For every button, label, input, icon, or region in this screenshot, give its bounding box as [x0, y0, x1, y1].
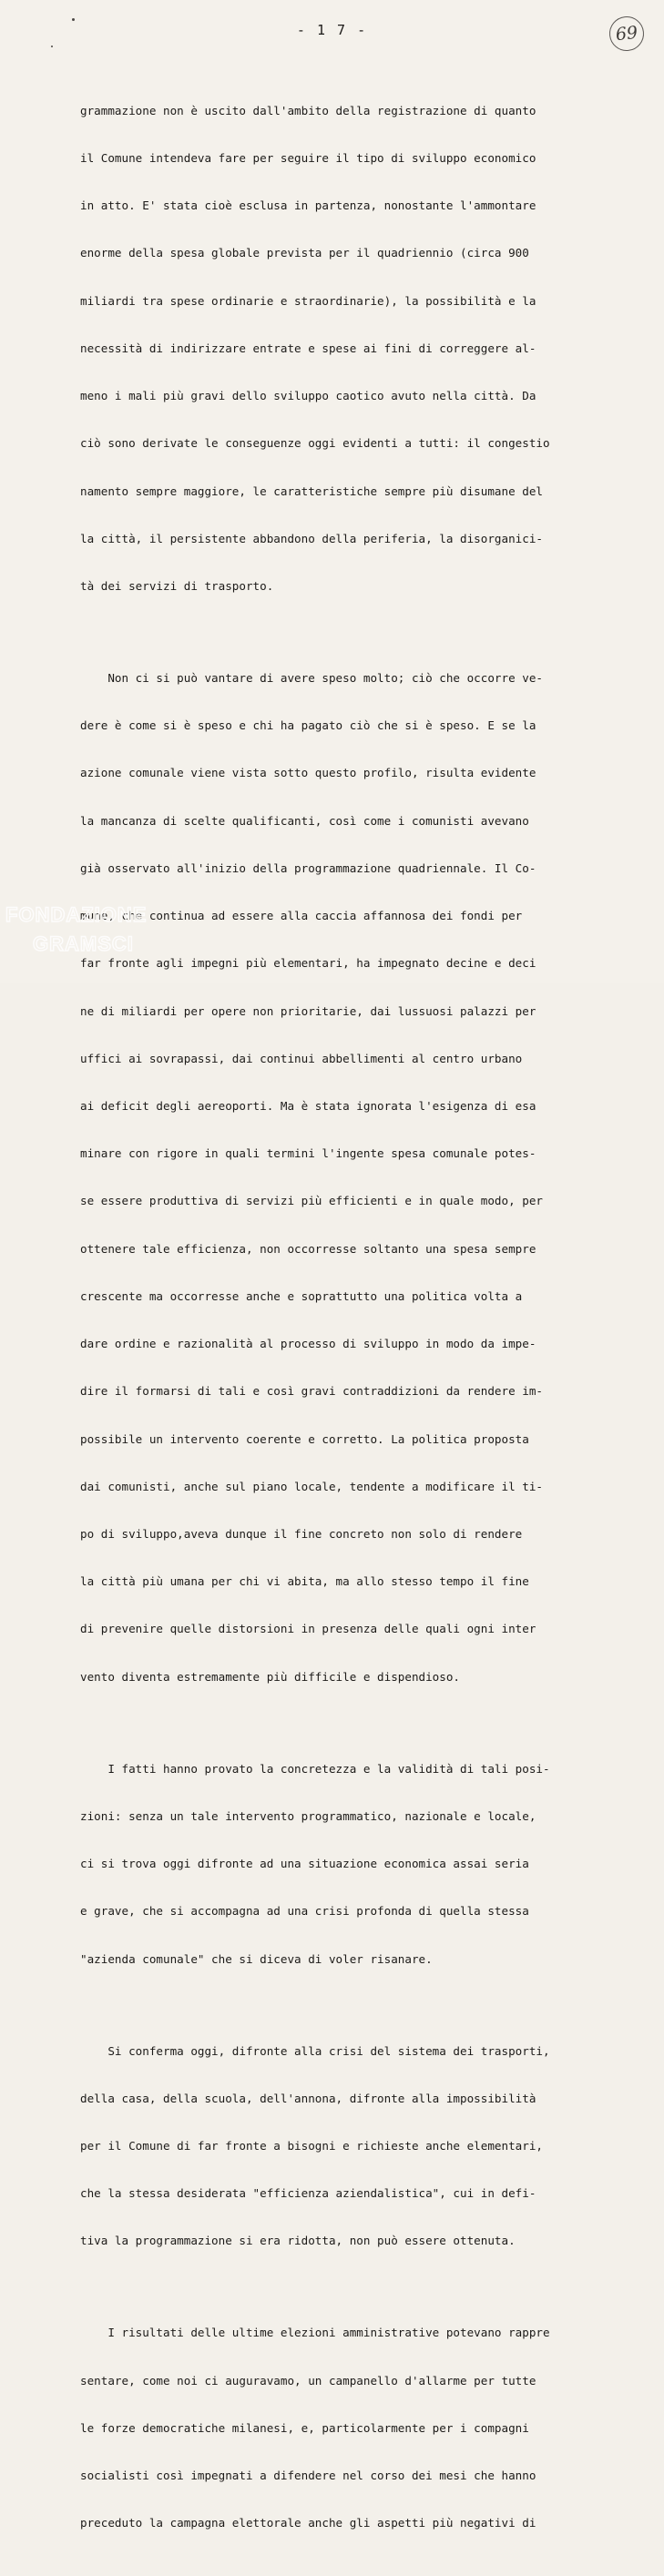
text-line: "azienda comunale" che si diceva di voler risanare. [80, 1951, 433, 1966]
text-line: possibile un intervento coerente e corretto. La politica proposta [80, 1431, 529, 1446]
text-line: grammazione non è uscito dall'ambito della registrazione di quanto [80, 103, 536, 117]
text-line: necessità di indirizzare entrate e spese ai fini di correggere al- [80, 341, 536, 355]
text-line: uffici ai sovrapassi, dai continui abbellimenti al centro urbano [80, 1051, 523, 1065]
paragraph-1 [80, 71, 618, 626]
text-line: Non ci si può vantare di avere speso molto; ciò che occorre ve- [80, 671, 543, 686]
text-line: dere è come si è speso e chi ha pagato ciò che si è speso. E se la [80, 718, 536, 733]
page-number: - 1 7 - [296, 22, 368, 38]
text-line: ci si trova oggi difronte ad una situazione economica assai seria [80, 1857, 529, 1871]
archive-number-stamp: 69 [608, 15, 646, 53]
paragraph-3 [80, 1729, 618, 1999]
text-line: po di sviluppo,aveva dunque il fine concreto non solo di rendere [80, 1526, 523, 1541]
text-line: già osservato all'inizio della programmazione quadriennale. Il Co- [80, 860, 536, 875]
text-line: le forze democratiche milanesi, e, particolarmente per i compagni [80, 2420, 529, 2435]
text-line: sentare, come noi ci auguravamo, un campanello d'allarme per tutte [80, 2373, 536, 2388]
text-line: ciò sono derivate le conseguenze oggi evidenti a tutti: il congestio [80, 436, 550, 451]
watermark-line-2: GRAMSCI [33, 932, 134, 955]
text-line: il Comune intendeva fare per seguire il tipo di sviluppo economico [80, 151, 536, 166]
text-line: tà dei servizi di trasporto. [80, 579, 274, 593]
text-line: tiva la programmazione si era ridotta, non può essere ottenuta. [80, 2234, 516, 2248]
text-line: e grave, che si accompagna ad una crisi profonda di quella stessa [80, 1904, 529, 1919]
text-line: per il Comune di far fronte a bisogni e richieste anche elementari, [80, 2139, 543, 2153]
text-line: socialisti così impegnati a difendere nel corso dei mesi che hanno [80, 2469, 536, 2483]
text-line: namento sempre maggiore, le caratteristiche sempre più disumane del [80, 484, 543, 498]
body-text [80, 71, 618, 2576]
watermark-line-1: FONDAZIONE [5, 903, 148, 926]
text-line: la mancanza di scelte qualificanti, così come i comunisti avevano [80, 813, 529, 828]
text-line: che la stessa desiderata "efficienza aziendalistica", cui in defi- [80, 2186, 536, 2201]
paragraph-4 [80, 2011, 618, 2281]
text-line: vento diventa estremamente più difficile e dispendioso. [80, 1669, 461, 1684]
text-line: I risultati delle ultime elezioni amministrative potevano rappre [80, 2326, 550, 2340]
text-line: mune, che continua ad essere alla caccia affannosa dei fondi per [80, 909, 523, 923]
text-line: la città più umana per chi vi abita, ma allo stesso tempo il fine [80, 1574, 529, 1589]
text-line: minare con rigore in quali termini l'ingente spesa comunale potes- [80, 1146, 536, 1161]
text-line: miliardi tra spese ordinarie e straordinarie), la possibilità e la [80, 293, 536, 308]
text-line: meno i mali più gravi dello sviluppo caotico avuto nella città. Da [80, 389, 536, 403]
paragraph-2 [80, 638, 618, 1716]
text-line: della casa, della scuola, dell'annona, difronte alla impossibilità [80, 2091, 536, 2105]
text-line: dare ordine e razionalità al processo di sviluppo in modo da impe- [80, 1337, 536, 1351]
text-line: dire il formarsi di tali e così gravi contraddizioni da rendere im- [80, 1384, 543, 1399]
text-line: I fatti hanno provato la concretezza e la validità di tali posi- [80, 1761, 550, 1776]
text-line: far fronte agli impegni più elementari, ha impegnato decine e deci [80, 956, 536, 971]
paper-speck [72, 18, 75, 21]
text-line: se essere produttiva di servizi più efficienti e in quale modo, per [80, 1194, 543, 1208]
text-line: di prevenire quelle distorsioni in presenza delle quali ogni inter [80, 1622, 536, 1636]
text-line: ottenere tale efficienza, non occorresse soltanto una spesa sempre [80, 1241, 536, 1256]
text-line: la città, il persistente abbandono della periferia, la disorganici- [80, 531, 543, 545]
text-line: preceduto la campagna elettorale anche gli aspetti più negativi di [80, 2516, 536, 2530]
paragraph-5 [80, 2294, 618, 2563]
text-line: dai comunisti, anche sul piano locale, tendente a modificare il ti- [80, 1479, 543, 1493]
text-line: zioni: senza un tale intervento programmatico, nazionale e locale, [80, 1808, 536, 1823]
text-line: azione comunale viene vista sotto questo profilo, risulta evidente [80, 766, 536, 780]
text-line: ai deficit degli aereoporti. Ma è stata ignorata l'esigenza di esa [80, 1099, 536, 1113]
text-line: in atto. E' stata cioè esclusa in partenza, nonostante l'ammontare [80, 199, 536, 213]
text-line: ne di miliardi per opere non prioritarie, dai lussuosi palazzi per [80, 1003, 536, 1018]
paper-speck [51, 46, 53, 47]
text-line: enorme della spesa globale prevista per il quadriennio (circa 900 [80, 246, 529, 260]
text-line: Si conferma oggi, difronte alla crisi del sistema dei trasporti, [80, 2043, 550, 2058]
text-line: crescente ma occorresse anche e soprattutto una politica volta a [80, 1288, 523, 1303]
